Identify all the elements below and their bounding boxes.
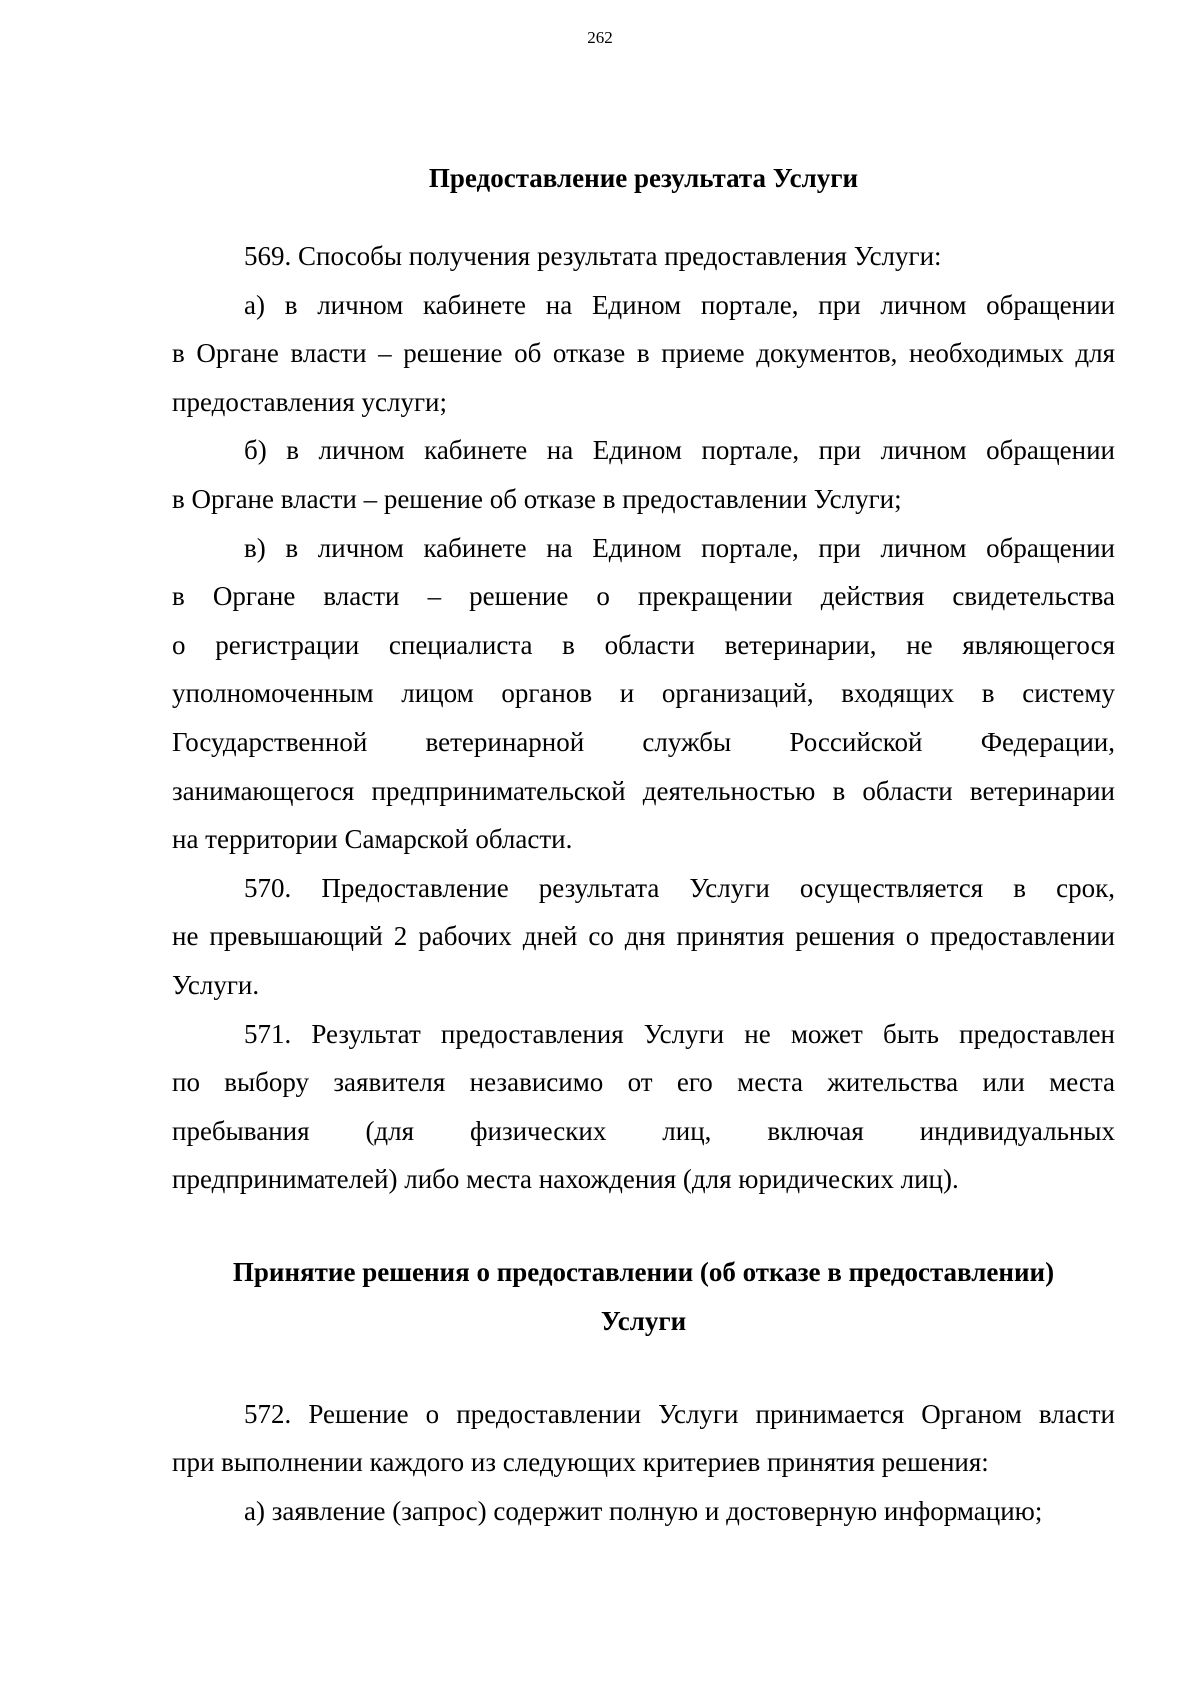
paragraph-line: предпринимателей) либо места нахождения (для юридических лиц). [172,1164,959,1195]
paragraph-570 [172,864,1115,1010]
paragraph-line: 572. Решение о предоставлении Услуги принимается Органом власти [244,1398,1115,1429]
paragraph-569 [172,232,1115,281]
paragraph-line: в Органе власти – решение о прекращении действия свидетельства [172,581,1115,612]
heading-line: Принятие решения о предоставлении (об отказе в предоставлении) [232,1256,1055,1287]
paragraph-line: на территории Самарской области. [172,824,573,855]
paragraph-572-a [172,1487,1115,1536]
paragraph-line: 569. Способы получения результата предоставления Услуги: [244,241,942,271]
paragraph-line: в Органе власти – решение об отказе в приеме документов, необходимых для [172,338,1115,369]
spacer [172,1204,1115,1248]
paragraph-line: не превышающий 2 рабочих дней со дня принятия решения о предоставлении [172,921,1115,952]
paragraph-569-a [172,281,1115,427]
heading-line: Услуги [600,1305,687,1336]
paragraph-571 [172,1010,1115,1204]
paragraph-line: Услуги. [172,969,260,1000]
paragraph-line: а) заявление (запрос) содержит полную и достоверную информацию; [244,1496,1043,1527]
paragraph-line: в) в личном кабинете на Едином портале, при личном обращении [244,532,1115,563]
heading-line: Предоставление результата Услуги [428,163,859,193]
paragraph-line: в Органе власти – решение об отказе в предоставлении Услуги; [172,483,902,514]
paragraph-line: 571. Результат предоставления Услуги не может быть предоставлен [244,1018,1115,1049]
paragraph-line: 570. Предоставление результата Услуги осуществляется в срок, [244,872,1115,903]
paragraph-line: а) в личном кабинете на Едином портале, при личном обращении [244,289,1115,320]
paragraph-line: б) в личном кабинете на Едином портале, при личном обращении [244,435,1115,466]
section-heading-result-provision [172,154,1115,203]
paragraph-572 [172,1390,1115,1487]
paragraph-line: пребывания (для физических лиц, включая индивидуальных [172,1115,1115,1146]
paragraph-569-b [172,426,1115,523]
paragraph-line: предоставления услуги; [172,386,447,417]
paragraph-line: при выполнении каждого из следующих критериев принятия решения: [172,1447,989,1478]
paragraph-line: уполномоченным лицом органов и организаций, входящих в систему [172,678,1115,709]
spacer [172,1346,1115,1390]
spacer [172,203,1115,232]
document-body [172,154,1115,1536]
paragraph-line: Государственной ветеринарной службы Российской Федерации, [172,726,1115,757]
paragraph-line: по выбору заявителя независимо от его места жительства или места [172,1067,1115,1098]
section-heading-decision [172,1248,1115,1346]
paragraph-line: о регистрации специалиста в области ветеринарии, не являющегося [172,629,1115,660]
paragraph-line: занимающегося предпринимательской деятельностью в области ветеринарии [172,775,1115,806]
page-number: 262 [587,28,613,47]
paragraph-569-c [172,524,1115,864]
